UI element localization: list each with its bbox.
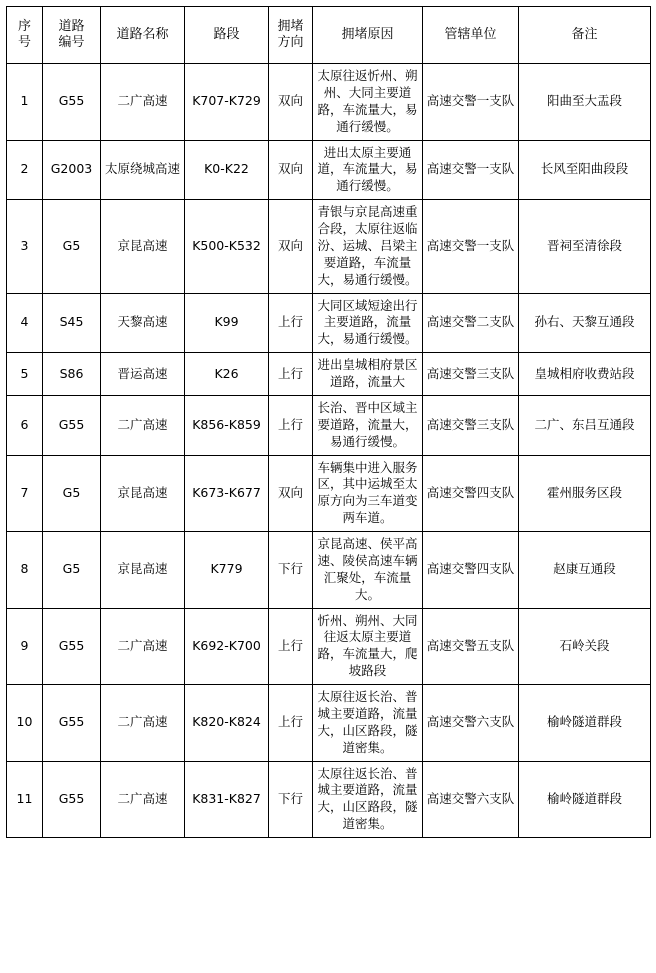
cell-unit: 高速交警六支队 — [423, 685, 519, 762]
cell-dir: 双向 — [269, 64, 313, 141]
column-header-section — [185, 7, 269, 64]
table-row — [7, 685, 651, 762]
cell-dir: 下行 — [269, 761, 313, 838]
cell-unit: 高速交警三支队 — [423, 395, 519, 455]
table-row — [7, 455, 651, 532]
cell-unit: 高速交警二支队 — [423, 293, 519, 353]
cell-name: 二广高速 — [101, 395, 185, 455]
cell-code: G55 — [43, 64, 101, 141]
cell-seq: 4 — [7, 293, 43, 353]
cell-unit: 高速交警四支队 — [423, 532, 519, 609]
cell-section: K831-K827 — [185, 761, 269, 838]
congestion-table — [6, 6, 651, 838]
column-header-direction-line-1: 拥堵 — [277, 18, 304, 34]
cell-dir: 双向 — [269, 140, 313, 200]
column-header-seq — [7, 7, 43, 64]
column-header-section-line-1: 路段 — [213, 26, 240, 42]
table-body — [7, 64, 651, 838]
cell-remark: 霍州服务区段 — [519, 455, 651, 532]
table-row — [7, 353, 651, 396]
table-row — [7, 200, 651, 293]
cell-dir: 上行 — [269, 353, 313, 396]
cell-unit: 高速交警一支队 — [423, 140, 519, 200]
table-row — [7, 293, 651, 353]
cell-name: 京昆高速 — [101, 455, 185, 532]
column-header-direction — [269, 7, 313, 64]
cell-unit: 高速交警一支队 — [423, 64, 519, 141]
cell-name: 京昆高速 — [101, 200, 185, 293]
cell-remark: 孙右、天黎互通段 — [519, 293, 651, 353]
cell-dir: 上行 — [269, 395, 313, 455]
table-row — [7, 395, 651, 455]
column-header-name — [101, 7, 185, 64]
cell-name: 二广高速 — [101, 64, 185, 141]
cell-unit: 高速交警三支队 — [423, 353, 519, 396]
cell-reason: 车辆集中进入服务区，其中运城至太原方向为三车道变两车道。 — [313, 455, 423, 532]
cell-code: S45 — [43, 293, 101, 353]
cell-section: K820-K824 — [185, 685, 269, 762]
cell-dir: 上行 — [269, 685, 313, 762]
cell-unit: 高速交警五支队 — [423, 608, 519, 685]
cell-code: G55 — [43, 761, 101, 838]
cell-code: S86 — [43, 353, 101, 396]
cell-seq: 9 — [7, 608, 43, 685]
table-row — [7, 608, 651, 685]
column-header-unit — [423, 7, 519, 64]
cell-code: G55 — [43, 395, 101, 455]
cell-remark: 赵康互通段 — [519, 532, 651, 609]
cell-code: G2003 — [43, 140, 101, 200]
cell-reason: 太原往返长治、普城主要道路，流量大，山区路段，隧道密集。 — [313, 685, 423, 762]
cell-remark: 阳曲至大盂段 — [519, 64, 651, 141]
cell-reason: 进出皇城相府景区道路，流量大 — [313, 353, 423, 396]
cell-seq: 6 — [7, 395, 43, 455]
cell-reason: 忻州、朔州、大同往返太原主要道路，车流量大，爬坡路段 — [313, 608, 423, 685]
cell-seq: 1 — [7, 64, 43, 141]
cell-section: K779 — [185, 532, 269, 609]
cell-code: G5 — [43, 532, 101, 609]
cell-remark: 石岭关段 — [519, 608, 651, 685]
table-header-row — [7, 7, 651, 64]
cell-name: 太原绕城高速 — [101, 140, 185, 200]
cell-name: 二广高速 — [101, 685, 185, 762]
cell-unit: 高速交警四支队 — [423, 455, 519, 532]
table-row — [7, 761, 651, 838]
cell-remark: 长风至阳曲段段 — [519, 140, 651, 200]
cell-reason: 长治、晋中区域主要道路，流量大，易通行缓慢。 — [313, 395, 423, 455]
column-header-seq-line-2: 号 — [17, 35, 31, 50]
cell-code: G5 — [43, 200, 101, 293]
table-row — [7, 64, 651, 141]
cell-seq: 5 — [7, 353, 43, 396]
column-header-name-line-1: 道路名称 — [116, 26, 169, 42]
cell-name: 二广高速 — [101, 761, 185, 838]
column-header-direction-line-2: 方向 — [277, 35, 304, 50]
cell-section: K707-K729 — [185, 64, 269, 141]
cell-code: G5 — [43, 455, 101, 532]
cell-section: K26 — [185, 353, 269, 396]
cell-name: 晋运高速 — [101, 353, 185, 396]
cell-code: G55 — [43, 685, 101, 762]
cell-remark: 晋祠至清徐段 — [519, 200, 651, 293]
cell-section: K0-K22 — [185, 140, 269, 200]
cell-section: K500-K532 — [185, 200, 269, 293]
cell-name: 京昆高速 — [101, 532, 185, 609]
column-header-reason — [313, 7, 423, 64]
cell-reason: 太原往返忻州、朔州、大同主要道路，车流量大，易通行缓慢。 — [313, 64, 423, 141]
cell-name: 天黎高速 — [101, 293, 185, 353]
cell-unit: 高速交警六支队 — [423, 761, 519, 838]
cell-seq: 3 — [7, 200, 43, 293]
cell-dir: 双向 — [269, 200, 313, 293]
cell-remark: 二广、东吕互通段 — [519, 395, 651, 455]
cell-seq: 10 — [7, 685, 43, 762]
column-header-code — [43, 7, 101, 64]
column-header-unit-line-1: 管辖单位 — [444, 26, 497, 42]
cell-dir: 上行 — [269, 293, 313, 353]
cell-section: K856-K859 — [185, 395, 269, 455]
column-header-remark — [519, 7, 651, 64]
cell-reason: 太原往返长治、普城主要道路，流量大，山区路段，隧道密集。 — [313, 761, 423, 838]
cell-reason: 大同区域短途出行主要道路，流量大，易通行缓慢。 — [313, 293, 423, 353]
cell-reason: 京昆高速、侯平高速、陵侯高速车辆汇聚处，车流量大。 — [313, 532, 423, 609]
cell-unit: 高速交警一支队 — [423, 200, 519, 293]
column-header-seq-line-1: 序 — [17, 18, 31, 34]
cell-reason: 进出太原主要通道，车流量大，易通行缓慢。 — [313, 140, 423, 200]
cell-code: G55 — [43, 608, 101, 685]
cell-seq: 8 — [7, 532, 43, 609]
table-row — [7, 140, 651, 200]
column-header-reason-line-1: 拥堵原因 — [341, 26, 394, 42]
cell-seq: 2 — [7, 140, 43, 200]
table-header — [7, 7, 651, 64]
column-header-remark-line-1: 备注 — [571, 26, 598, 42]
cell-dir: 下行 — [269, 532, 313, 609]
cell-section: K99 — [185, 293, 269, 353]
cell-remark: 皇城相府收费站段 — [519, 353, 651, 396]
column-header-code-line-2: 编号 — [58, 35, 85, 50]
cell-seq: 11 — [7, 761, 43, 838]
cell-section: K692-K700 — [185, 608, 269, 685]
column-header-code-line-1: 道路 — [58, 18, 85, 34]
cell-dir: 双向 — [269, 455, 313, 532]
cell-dir: 上行 — [269, 608, 313, 685]
cell-name: 二广高速 — [101, 608, 185, 685]
cell-remark: 榆岭隧道群段 — [519, 685, 651, 762]
cell-reason: 青银与京昆高速重合段，太原往返临汾、运城、吕梁主要道路，车流量大，易通行缓慢。 — [313, 200, 423, 293]
cell-section: K673-K677 — [185, 455, 269, 532]
table-row — [7, 532, 651, 609]
cell-remark: 榆岭隧道群段 — [519, 761, 651, 838]
cell-seq: 7 — [7, 455, 43, 532]
